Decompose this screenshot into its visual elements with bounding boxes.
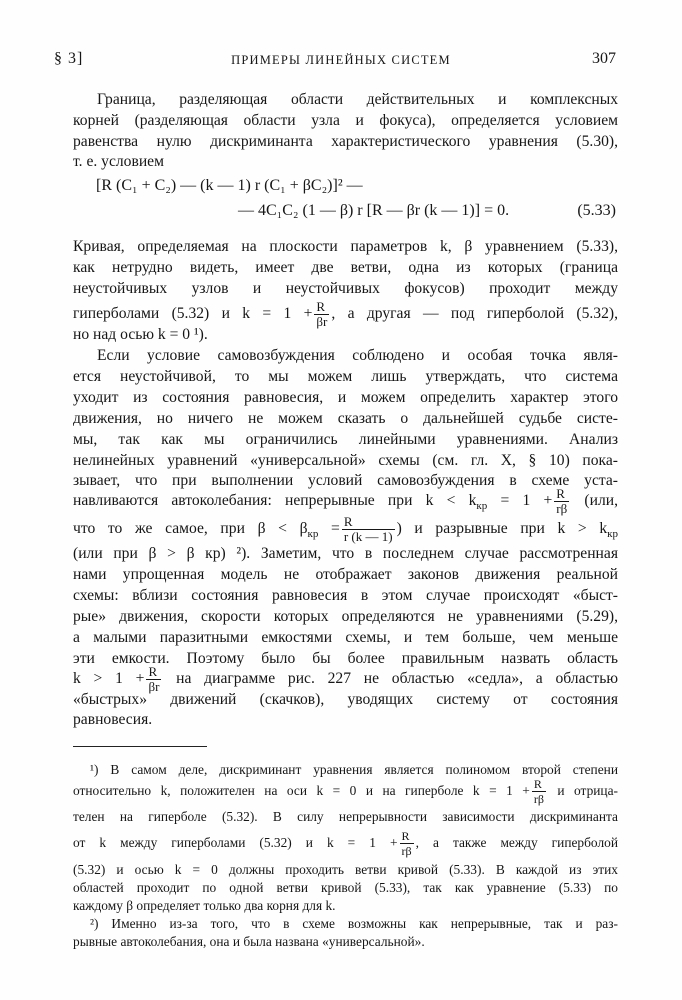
text-segment: , а также между гиперболой bbox=[415, 835, 618, 850]
text-line: нелинейных уравнений «универсальной» схемы (см. гл. X, § 10) пока- bbox=[73, 452, 618, 469]
text-line: «быстрых» движений (скачков), уводящих систему от состояния bbox=[73, 691, 618, 708]
numerator: R bbox=[532, 777, 546, 792]
text-line: Кривая, определяемая на плоскости параметров k, β уравнением (5.33), bbox=[73, 238, 618, 255]
denominator: r (k — 1) bbox=[343, 528, 393, 544]
numerator: R bbox=[342, 515, 395, 530]
numerator: R bbox=[400, 829, 414, 844]
section-marker: § 3] bbox=[54, 50, 84, 67]
text-segment: и отрица- bbox=[547, 783, 619, 798]
text-line-with-fraction bbox=[73, 512, 618, 546]
footnote-line: областей проходит по одной ветви кривой (5.33), так как уравнение (5.33) по bbox=[73, 880, 618, 895]
text-segment: от k между гиперболами (5.32) и k = 1 + bbox=[73, 835, 398, 850]
subscript: кр bbox=[307, 528, 319, 541]
text-segment: гиперболами (5.32) и k = 1 + bbox=[73, 305, 313, 322]
text-line: корней (разделяющая области узла и фокуса), определяется условием bbox=[73, 112, 618, 129]
text-line: движения, но ничего не можем сказать о дальнейшей судьбе систе- bbox=[73, 410, 618, 427]
text-segment: = 1 + bbox=[487, 492, 553, 509]
equation-5-33-line1: [R (C₁ + C₂) — (k — 1) r (C₁ + βC₂)]² — bbox=[96, 177, 363, 194]
text-line: равенства нулю дискриминанта характеристического уравнения (5.30), bbox=[73, 133, 618, 150]
footnote-line: телен на гиперболе (5.32). В силу непрерывности зависимости дискриминанта bbox=[73, 809, 618, 824]
footnote-line-with-fraction bbox=[73, 774, 618, 808]
text-segment: k > 1 + bbox=[73, 670, 145, 687]
equation-number: (5.33) bbox=[577, 202, 616, 219]
text-segment: на диаграмме рис. 227 не областью «седла», а областью bbox=[163, 670, 618, 687]
text-line: а малыми паразитными емкостями схемы, и тем больше, чем меньше bbox=[73, 629, 618, 646]
footnote-line: ¹) В самом деле, дискриминант уравнения является полиномом второй степени bbox=[90, 762, 618, 777]
footnote-line: каждому β определяет только два корня для k. bbox=[73, 898, 336, 913]
denominator: rβ bbox=[556, 500, 568, 516]
subscript: кр bbox=[607, 528, 619, 541]
denominator: βr bbox=[148, 678, 160, 694]
text-line: (или при β > β кр) ²). Заметим, что в последнем случае рассмотренная bbox=[73, 545, 618, 562]
text-line: рые» движения, скорости которых определяются не уравнениями (5.29), bbox=[73, 608, 618, 625]
text-segment: что то же самое, при β < β bbox=[73, 520, 308, 537]
text-line: уходит из состояния равновесия, и можем определить характер этого bbox=[73, 389, 618, 406]
footnote-line: рывные автоколебания, она и была названа «универсальной». bbox=[73, 934, 425, 949]
denominator: rβ bbox=[533, 792, 544, 807]
fraction bbox=[532, 777, 546, 806]
running-title: ПРИМЕРЫ ЛИНЕЙНЫХ СИСТЕМ bbox=[231, 53, 451, 67]
fraction bbox=[400, 829, 414, 858]
denominator: βr bbox=[316, 313, 328, 329]
text-segment: , а другая — под гиперболой (5.32), bbox=[331, 305, 618, 322]
numerator: R bbox=[314, 300, 329, 315]
text-segment: навливаются автоколебания: непрерывные при k < k bbox=[73, 492, 477, 509]
footnote-line: (5.32) и осью k = 0 должны проходить ветви кривой (5.33). В каждой из этих bbox=[73, 862, 618, 877]
text-line: как нетрудно видеть, имеет две ветви, одна из которых (граница bbox=[73, 259, 618, 276]
text-line: неустойчивых узлов и неустойчивых фокусов) проходит между bbox=[73, 280, 618, 297]
text-line: но над осью k = 0 ¹). bbox=[73, 326, 208, 343]
text-segment: относительно k, положителен на оси k = 0 и на гиперболе k = 1 + bbox=[73, 783, 530, 798]
text-line: равновесия. bbox=[73, 711, 153, 728]
text-line: Если условие самовозбуждения соблюдено и особая точка явля- bbox=[97, 347, 618, 364]
denominator: rβ bbox=[401, 844, 412, 859]
numerator: R bbox=[146, 665, 161, 680]
text-line: т. е. условием bbox=[73, 153, 164, 170]
text-line: мы, так как мы ограничились линейными уравнениями. Анализ bbox=[73, 431, 618, 448]
footnote-line: ²) Именно из-за того, что в схеме возможны как непрерывные, так и раз- bbox=[90, 916, 618, 931]
footnote-separator bbox=[73, 746, 207, 747]
text-line: эти емкости. Поэтому было бы более правильным назвать область bbox=[73, 650, 618, 667]
text-line: схемы: вблизи состояния равновесия в этом случае происходят «быст- bbox=[73, 587, 618, 604]
subscript: кр bbox=[476, 500, 488, 513]
text-line: нами упрощенная модель не отображает законов движения реальной bbox=[73, 566, 618, 583]
footnote-line-with-fraction bbox=[73, 826, 618, 860]
equation-5-33-line2: — 4C₁C₂ (1 — β) r [R — βr (k — 1)] = 0. bbox=[238, 202, 510, 219]
text-line: Граница, разделяющая области действительных и комплексных bbox=[97, 91, 618, 108]
text-line: зывает, что при выполнении условий самовозбуждения в схеме уста- bbox=[73, 472, 618, 489]
text-line: ется неустойчивой, то мы можем лишь утверждать, что система bbox=[73, 368, 618, 385]
numerator: R bbox=[554, 487, 569, 502]
text-segment: ) и разрывные при k > k bbox=[396, 520, 608, 537]
text-segment: (или, bbox=[571, 492, 618, 509]
fraction bbox=[342, 515, 395, 544]
text-segment: = bbox=[318, 520, 340, 537]
page-number: 307 bbox=[592, 50, 616, 67]
